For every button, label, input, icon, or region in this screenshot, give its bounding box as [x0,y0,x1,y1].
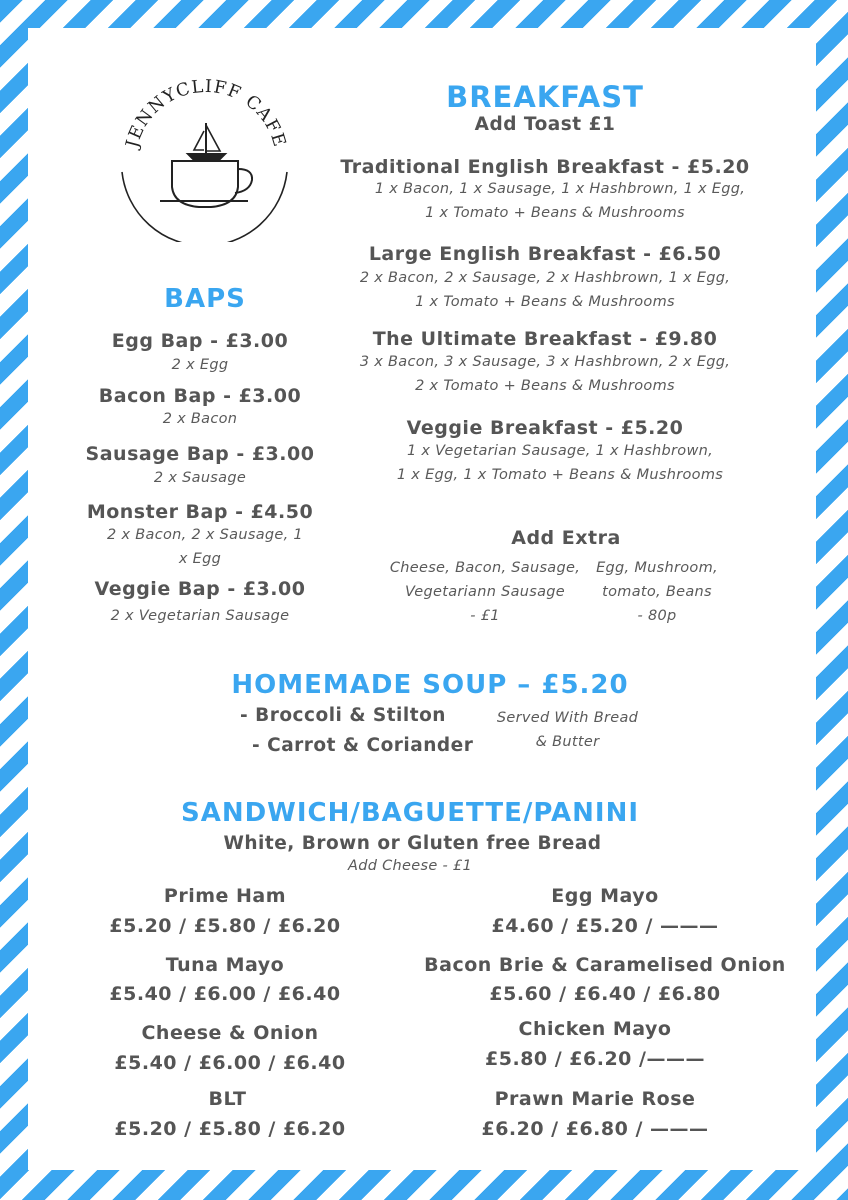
add-extra-right-line: Egg, Mushroom, [596,560,718,576]
baps-heading: BAPS [164,284,246,314]
soup-heading: HOMEMADE SOUP – £5.20 [231,670,629,700]
bap-item-name: Veggie Bap - £3.00 [94,578,306,600]
add-extra-title: Add Extra [511,527,621,549]
cafe-logo [112,57,297,242]
sandwich-item-price: £5.80 / £6.20 /——— [485,1048,705,1070]
add-extra-left-line: Vegetariann Sausage [404,584,566,600]
sandwich-item-name: Egg Mayo [551,885,659,907]
sandwich-item-price: £5.40 / £6.00 / £6.40 [109,983,341,1005]
breakfast-heading: BREAKFAST [446,80,644,114]
sandwich-item-name: BLT [208,1088,247,1110]
sandwich-item-name: Tuna Mayo [165,954,285,976]
bap-item-desc: 2 x Sausage [153,470,247,486]
bap-item-desc: x Egg [178,551,222,567]
sandwich-item-name: Prime Ham [163,885,287,907]
add-extra-left-line: Cheese, Bacon, Sausage, [389,560,581,576]
sandwich-item-price: £5.40 / £6.00 / £6.40 [114,1052,346,1074]
sandwich-item-price: £4.60 / £5.20 / ——— [491,915,719,937]
add-extra-left-line: - £1 [470,608,500,624]
sandwich-item-name: Prawn Marie Rose [494,1088,696,1110]
sandwich-item-price: £5.60 / £6.40 / £6.80 [489,983,721,1005]
soup-note: Served With Bread [496,710,639,726]
bap-item-name: Egg Bap - £3.00 [111,330,289,352]
sandwich-item-name: Cheese & Onion [141,1022,319,1044]
bap-item-name: Monster Bap - £4.50 [86,501,314,523]
breakfast-toast-note: Add Toast £1 [474,114,616,135]
bap-item-desc: 2 x Bacon [162,411,238,427]
breakfast-item-name: Traditional English Breakfast - £5.20 [340,156,750,178]
breakfast-item-name: The Ultimate Breakfast - £9.80 [372,328,718,350]
soup-option: - Carrot & Coriander [252,735,474,756]
sandwich-cheese-note: Add Cheese - £1 [348,858,472,874]
add-extra-right-line: tomato, Beans [602,584,712,600]
breakfast-item-desc: 1 x Vegetarian Sausage, 1 x Hashbrown, [406,443,714,459]
breakfast-item-desc: 2 x Tomato + Beans & Mushrooms [415,378,675,394]
sandwich-heading: SANDWICH/BAGUETTE/PANINI [180,798,639,828]
bap-item-desc: 2 x Bacon, 2 x Sausage, 1 [107,527,303,543]
bap-item-name: Bacon Bap - £3.00 [98,385,302,407]
breakfast-item-name: Veggie Breakfast - £5.20 [406,417,684,439]
sandwich-item-name: Bacon Brie & Caramelised Onion [424,954,786,976]
bap-item-desc: 2 x Vegetarian Sausage [110,608,290,624]
breakfast-item-desc: 1 x Tomato + Beans & Mushrooms [425,205,685,221]
breakfast-item-desc: 1 x Bacon, 1 x Sausage, 1 x Hashbrown, 1 x Egg, [374,181,746,197]
sailboat-coffee-cup-icon [160,123,252,207]
bap-item-name: Sausage Bap - £3.00 [85,443,315,465]
add-extra-right-line: - 80p [637,608,677,624]
sandwich-bread-options: White, Brown or Gluten free Bread [223,833,602,854]
breakfast-item-desc: 3 x Bacon, 3 x Sausage, 3 x Hashbrown, 2 x Egg, [359,354,731,370]
sandwich-item-price: £5.20 / £5.80 / £6.20 [114,1118,346,1140]
breakfast-item-desc: 1 x Tomato + Beans & Mushrooms [415,294,675,310]
breakfast-item-desc: 2 x Bacon, 2 x Sausage, 2 x Hashbrown, 1 x Egg, [359,270,731,286]
soup-note: & Butter [535,734,600,750]
breakfast-item-desc: 1 x Egg, 1 x Tomato + Beans & Mushrooms [396,467,724,483]
sandwich-item-price: £5.20 / £5.80 / £6.20 [109,915,341,937]
logo-text: JENNYCLIFF CAFE [122,76,290,150]
bap-item-desc: 2 x Egg [171,357,229,373]
sandwich-item-price: £6.20 / £6.80 / ——— [481,1118,709,1140]
soup-option: - Broccoli & Stilton [240,705,446,726]
breakfast-item-name: Large English Breakfast - £6.50 [368,243,722,265]
sandwich-item-name: Chicken Mayo [518,1018,672,1040]
